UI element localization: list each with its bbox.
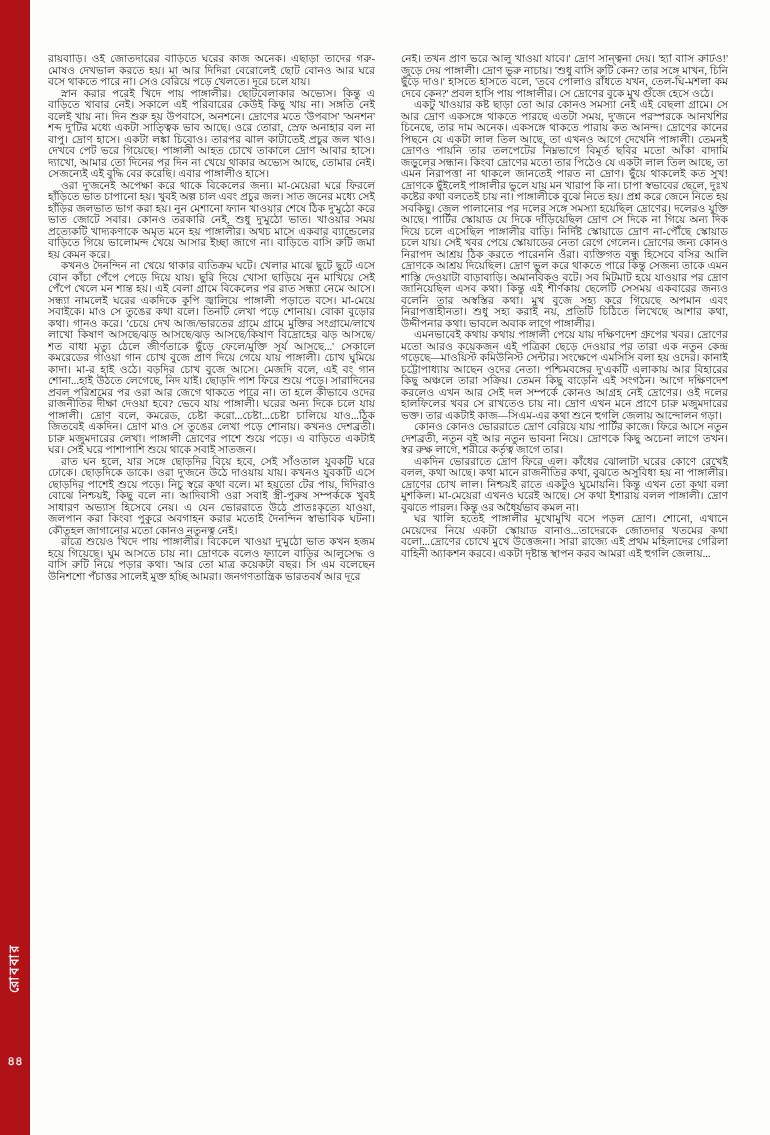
text-column-right: [401, 54, 728, 1108]
text-column-left: [48, 54, 375, 1108]
paragraph: ওরা দু'জনেই অপেক্ষা করে থাকে বিকেলের জন্য। মা-মেয়েরা ঘরে ফিরলে হাঁড়িতে ভাত চাপানো হয়। খুবই অল্প চাল এবং প্রচুর জল। সাত জনের মধ্যে সেই হাঁড়ির জলভাত ভাগ করা হয়। নুন মেশানো ফ্যান খাওয়ার শেষে ঠিক দু'মুঠো করে ভাত জোটে সবার। কোনও তরকারি নেই, শুধু দু'মুঠো ভাত। খাওয়ার সময় প্রত্যেকটি খাদ্যকণাকে অমৃত মনে হয় পাঙ্গালীর। অথচ মাসে একবার ব্যান্ডেলের বাড়িতে গিয়ে ভালোমন্দ খেয়ে আসার ইচ্ছা জাগে না। বাড়িতে বাসি রুটি জমা হয় কেমন করে।: [48, 180, 375, 261]
article-body: [48, 54, 728, 1108]
paragraph: এমনভাবেই কথায় কথায় পাঙ্গালী পেয়ে যায় দক্ষিণদেশ গ্রুপের খবর। দ্রোণের মতো আরও কয়েকজন এই পত্রিকা ছেড়ে দেওয়ার পর তারা এক নতুন কেন্দ্র গড়েছে—মাওয়িস্ট কমিউনিস্ট সেন্টার। সংক্ষেপে এমসিসি বলা হয় ওদের। কানাই চট্টোপাধ্যায় আছেন ওদের নেতা। পশ্চিমবঙ্গের দু'একটি এলাকায় আর বিহারের কিছু অঞ্চলে তারা সক্রিয়। তেমন কিছু বাড়েনি এই সংগঠন। আগে দক্ষিণদেশ করলেও এখন আর সেই দল সম্পর্কে কোনও আগ্রহ নেই দ্রোণের। ওই দলের হালফিলের খবর সে রাখতেও চায় না। দ্রোণ এখন মনে প্রাণে চারু মজুমদারের ভক্ত। তার একটাই কাজ—সিএম-এর কথা শুনে হুগলি জেলায় আন্দোলন গড়া।: [401, 330, 728, 422]
page-number: ৪৪: [7, 1054, 23, 1068]
paragraph: কখনও দৈনন্দিন না খেয়ে থাকার ব্যতিক্রম ঘটে। খেলার মাঝে ছুটে ছুটে এসে বোন কাঁচা পেঁপে পেড়ে দিয়ে যায়। ছুরি দিয়ে খোসা ছাড়িয়ে নুন মাখিয়ে সেই পেঁপে খেলে মন শান্ত হয়। এই বেলা গ্রামে বিকেলের পর রাত সন্ধ্যা নেমে আসে। সন্ধ্যা নামলেই ঘরের একদিকে কুপি জ্বালিয়ে পাঙ্গালী পড়াতে বসে। মা-মেয়ে সবাইকে। মাও সে তুঙের কথা বলে। তিনটি লেখা পড়ে শোনায়। বোকা বুড়োর কথা। গানও করে। 'চেয়ে দেখ আজ/ভারতের গ্রামে গ্রামে মুক্তির সংগ্রামে/লাখে লাখো কিষাণ আসছে/ঝড় আসছে/ঝড় আসছে/কিষাণ বিদ্রোহের ঝড় আসছে/শত বাধা মৃত্যু ঠেলে জীর্ণতাকে ছুঁড়ে ফেলে/মুক্তি সূর্য আসছে...' সেকালে কমরেডের গাওয়া গান চোখ বুজে প্রাণ দিয়ে গেয়ে যায় পাঙ্গালী। চোখ ঘুমিয়ে কাদা। মা-র হাই ওঠে। বড়দির চোখ বুজে আসে। মেজদি বলে, এই বং গান শোনা...হাই উঠতে লেগেছে, নিদ যাই। ছোড়দি পাশ ফিরে শুয়ে পড়ে। সারাদিনের প্রবল পরিশ্রমের পর ওরা আর জেগে থাকতে পারে না। তা হলে কীভাবে ওদের রাজনীতির দীক্ষা দেওয়া হবে? ভেবে যায় পাঙ্গালী। ঘরের অন্য দিকে চলে যায় পাঙ্গালী। দ্রোণ বলে, কমরেড, চেষ্টা করো...চেষ্টা...চেষ্টা চালিয়ে যাও...ঠিক জিতবেই একদিন। দ্রোণ মাও সে তুঙের লেখা পড়ে শোনায়। কখনও দেশব্রতী। চারু মজুমদারের লেখা। পাঙ্গালী দ্রোণের পাশে শুয়ে পড়ে। এ বাড়িতে একটাই ঘর। সেই ঘরে পাশাপাশি শুয়ে থাকে সবাই সাতজন।: [48, 261, 375, 456]
paragraph: রাত ঘন হলে, যার সঙ্গে ছোড়দির বিয়ে হবে, সেই সাঁওতাল যুবকটি ঘরে ঢোকে। ছোড়দিকে ডাকে। ওরা দু'জনে উঠে দাওয়ায় যায়। কখনও যুবকটি এসে ছোড়দির পাশেই শুয়ে পড়ে। নিচু স্বরে কথা বলে। মা হয়তো টের পায়, দিদিরাও বোঝে নিশ্চয়ই, কিছু বলে না। আদিবাসী ওরা সবাই স্ত্রী-পুরুষ সম্পর্ককে খুবই সাধারণ অভ্যাস হিসেবে নেয়। এ যেন ভোররাতে উঠে প্রাতঃকৃত্যে যাওয়া, জলপান করা কিংবা পুকুরে অবগাহন করার মতোই দৈনন্দিন স্বাভাবিক ঘটনা। কৌতূহল জাগানোর মতো কোনও নতুনত্ব নেই।: [48, 456, 375, 537]
paragraph: রাত্রে শুয়েও খিদে পায় পাঙ্গালীর। বিকেলে খাওয়া দু'মুঠো ভাত কখন হজম হয়ে গিয়েছে। ঘুম আসতে চায় না। দ্রোণকে বলেও ফ্যালে বাড়ির আলুসেদ্ধ ও বাসি রুটি নিয়ে পড়ার কথা। 'আর তো মাত্র কয়েকটা বছর। সি এম বলেছেন উনিশশো পঁচাত্তর সালেই মুক্ত হচ্ছি আমরা। জনগণতান্ত্রিক ভারতবর্ষ আর দূরে: [48, 537, 375, 583]
paragraph: ঘর খালি হতেই পাঙ্গালীর মুখোমুখি বসে পড়ল দ্রোণ। শোনো, এখানে মেয়েদের নিয়ে একটা স্কোয়াড বানাও...তাদেরকে জোতদার খতমের কথা বলো...দ্রোণের চোখে মুখে উত্তেজনা। সারা রাজ্যে এই প্রথম মহিলাদের গেরিলা বাহিনী অ্যাকশন করবে। একটা দৃষ্টান্ত স্থাপন করব আমরা এই হুগলি জেলায়...: [401, 514, 728, 560]
paragraph: রায়বাড়ি। ওই জোতদারের বাড়িতে ঘরের কাজ অনেক। এছাড়া তাদের গরু-মোষও দেখভাল করতে হয়। মা আর দিদিরা বেরোলেই ছোট বোনও আর ঘরে বসে থাকতে পারে না। সেও বেরিয়ে পড়ে খেলতে। দূরে চলে যায়।: [48, 54, 375, 88]
paragraph: একদিন ভোররাতে দ্রোণ ফিরে এল। কাঁধের ঝোলাটা ঘরের কোণে রেখেই বলল, কথা আছে। কথা মানে রাজনীতির কথা, বুঝতে অসুবিধা হয় না পাঙ্গালীর। দ্রোণের চোখ লাল। নিশ্চয়ই রাতে একটুও ঘুমোয়নি। কিন্তু এখন তো কথা বলা মুশকিল। মা-মেয়েরা এখনও ঘরেই আছে। সে কথা ইশারায় বলল পাঙ্গালী। দ্রোণ বুঝতে পারল। কিন্তু ওর অধৈর্যভাব কমল না।: [401, 456, 728, 514]
spine-title: রোববার: [6, 943, 22, 993]
paragraph: নেই। তখন প্রাণ ভরে আলু খাওয়া যাবে।' দ্রোণ সান্ত্বনা দেয়। 'হ্যাঁ বাসি রুটিও!' জুড়ে দেয় পাঙ্গালী। দ্রোণ ভুরু নাচায়। 'শুধু বাসি রুটি কেন? তার সঙ্গে মাখন, চিনি ছুঁড়ে দাও।' হাসতে হাসতে বলে, 'তবে পোলাও রাঁধতে যখন, তেল-ঘি-মশলা কম দেবে কেন?' প্রবল হাসি পায় পাঙ্গালীর। সে দ্রোণের বুকে মুখ গুঁজে হেসে ওঠে।: [401, 54, 728, 100]
spine-bar: [0, 0, 30, 1135]
paragraph: স্নান করার পরেই খিদে পায় পাঙ্গালীর। ছোটবেলাকার অভ্যেস। কিন্তু এ বাড়িতে খাবার নেই। সকালে এই পরিবারের কেউই কিছু খায় না। সঙ্গতি নেই বলেই খায় না। দিন শুরু হয় উপবাসে, অনশনে। দ্রোণের মতে 'উপবাস' 'অনশন' শব্দ দু'টির মধ্যে একটা সাত্ত্বিক ভাব আছে। ওরে তোরা, স্রেফ অনাহার বল না বাপু। দ্রোণ হাসে। একটা লঙ্কা চিবোও। তারপর ঝাল কাটাতেই প্রচুর জল খাও। দেখবে পেট ভরে গিয়েছে। পাঙ্গালী আহত চোখে তাকালে দ্রোণ আবার হাসে। দ্যাখো, আমার তো দিনের পর দিন না খেয়ে থাকার অভ্যেস আছে, তোমার নেই। সেজন্যেই এই বুদ্ধি বের করেছি। এবার পাঙ্গালীও হাসে।: [48, 88, 375, 180]
paragraph: কোনও কোনও ভোররাতে দ্রোণ বেরিয়ে যায় পার্টির কাজে। ফিরে আসে নতুন দেশব্রতী, নতুন বই আর নতুন ভাবনা নিয়ে। দ্রোণকে কিছু অচেনা লাগে তখন। স্বর রুক্ষ লাগে, শরীরে কর্তৃত্ব জাগে তার।: [401, 422, 728, 456]
paragraph: একটু খাওয়ার কষ্ট ছাড়া তো আর কোনও সমস্যা নেই এই বেছলা গ্রামে। সে আর দ্রোণ একসঙ্গে থাকতে পারছে এতটা সময়, দু'জনে পরস্পরকে আনখশির চিনেছে, তার দাম অনেক। একসঙ্গে থাকতে পারায় কত আনন্দ। দ্রোণের কানের পিছনে যে একটা লাল তিল আছে, তা এখনও আগে দেখেনি পাঙ্গালী। তেমনই দ্রোণও পায়নি তার তলপেটের নিম্নভাগে বিমূর্ত ছবির মতো আঁকা বাদামি জড়ুলের সন্ধান। কিংবা দ্রোণের মতো তার পিঠেও যে একটা লাল তিল আছে, তা এমন নিরাপত্তা না থাকলে জানতেই পারত না দ্রোণ। ছুঁয়ে থাকলেই কত সুখ! দ্রোণকে ছুঁইলেই পাঙ্গালীর ভুলে যায় মন খারাপ কি না। চাপা স্বভাবের ছেলে, দুঃখ কষ্টের কথা বলতেই চায় না। পাঙ্গালীকে বুঝে নিতে হয়। প্রশ্ন করে জেনে নিতে হয় সবকিছু। জেল পালানোর পর দলের সঙ্গে সমস্যা হয়েছিল দ্রোণের। দলেরও যুক্তি আছে। পার্টির স্কোয়াড যে দিকে দাঁড়িয়েছিল দ্রোণ সে দিকে না গিয়ে অন্য দিক দিয়ে চলে এসেছিল পাঙ্গালীর বাড়ি। নির্দিষ্ট স্কোয়াডে দ্রোণ না-পৌঁছে স্কোয়াড চলে যায়। সেই খবর পেয়ে স্কোয়াডের নেতা রেগে গেলেন। দ্রোণের জন্য কোনও নিরাপদ আশ্রয় ঠিক করতে পারেননি ওঁরা। ব্যক্তিগত বন্ধু হিসেবে বসির আলি দ্রোণকে আশ্রয় দিয়েছিল। দ্রোণ ভুল করে থাকতে পারে কিন্তু সেজন্য তাকে এমন শাস্তি দেওয়াটা বাড়াবাড়ি। অমানবিকও বটে। সব মিটমাট হয়ে যাওয়ার পর দ্রোণ জানিয়েছিল এসব কথা। কিন্তু এই শীর্ণকায় ছেলেটি সেসময় একবারের জন্যও বলেনি তার অস্বস্তির কথা। মুখ বুজে সহ্য করে গিয়েছে অপমান এবং নিরাপত্তাহীনতা। শুধু সহ্য করাই নয়, প্রতিটি চিঠিতে লিখেছে আশার কথা, উদ্দীপনার কথা। ভাবলে অবাক লাগে পাঙ্গালীর।: [401, 100, 728, 330]
